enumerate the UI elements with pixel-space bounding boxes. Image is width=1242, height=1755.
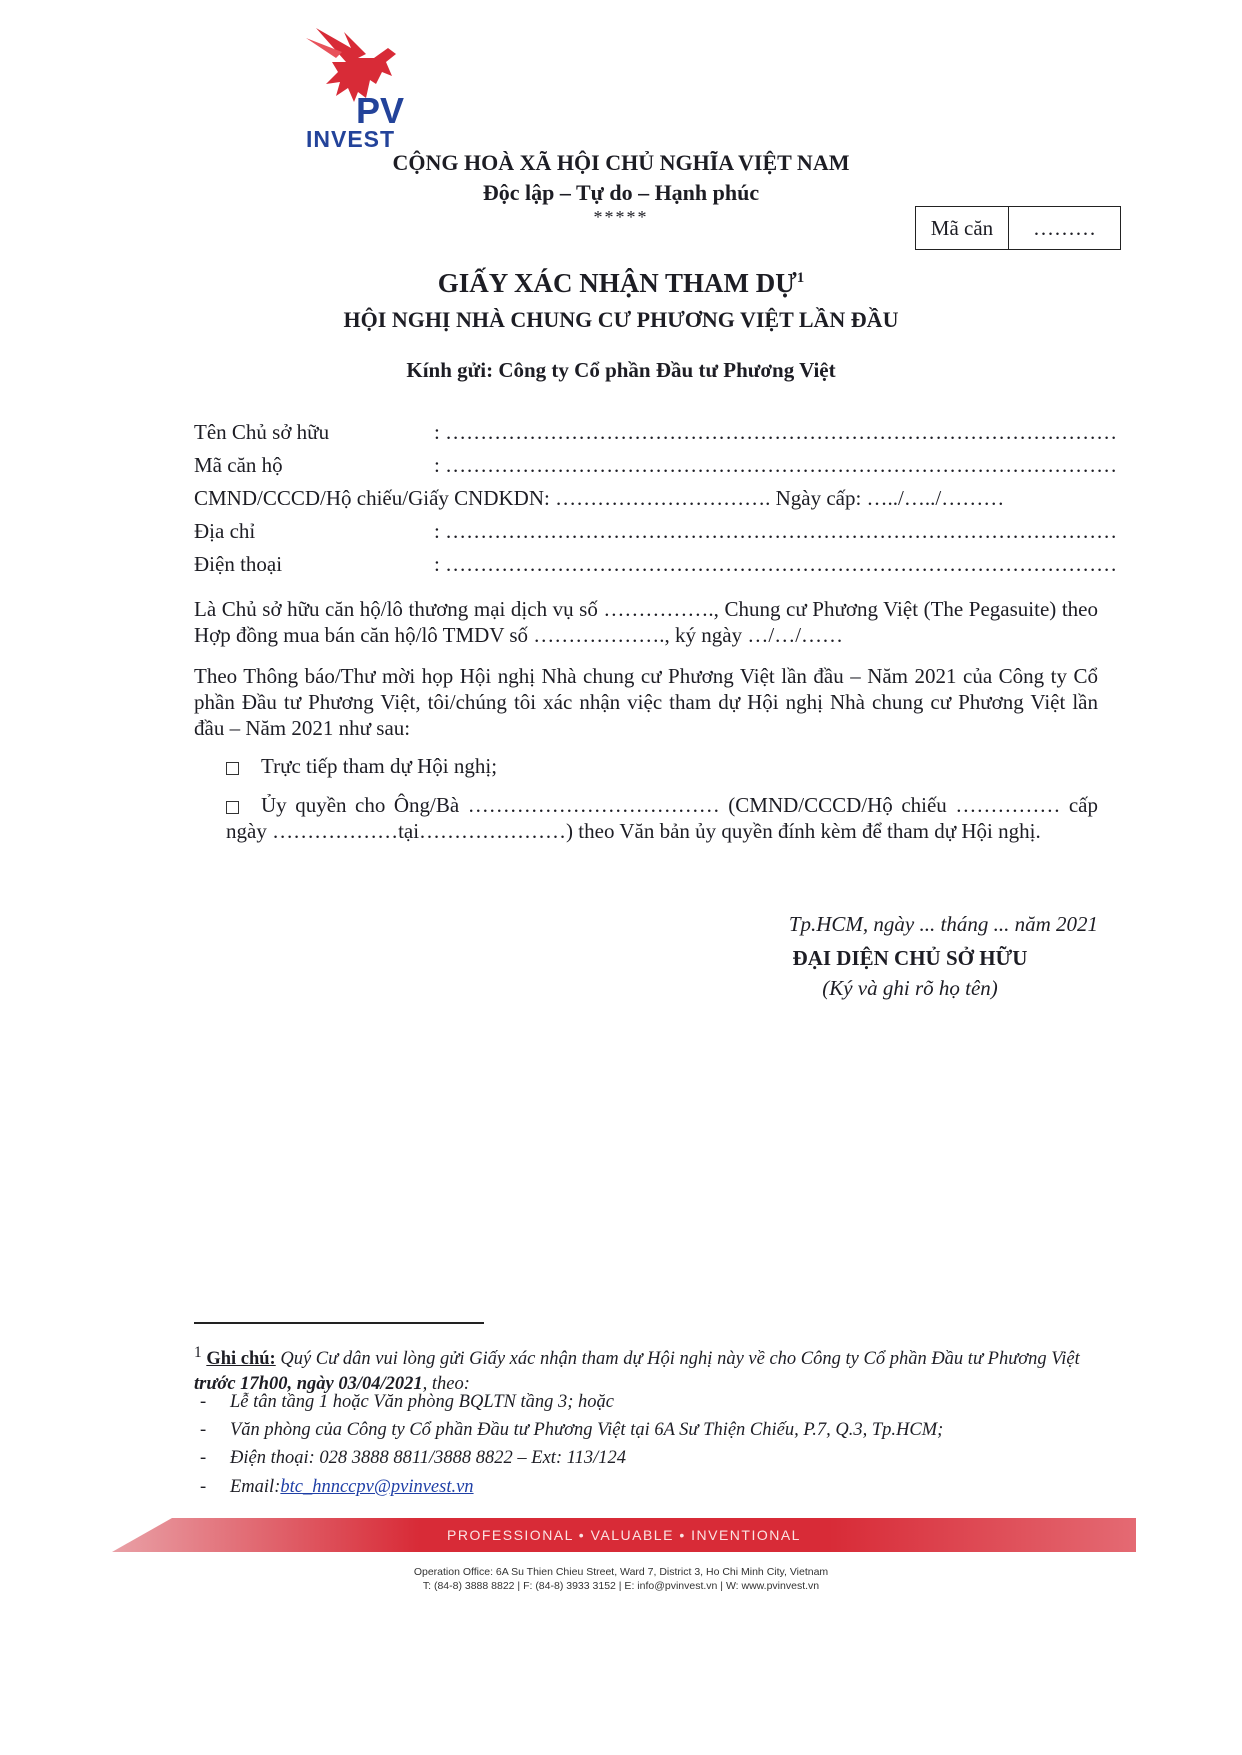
option-direct	[226, 754, 497, 779]
field-address-label: Địa chỉ	[194, 519, 256, 543]
footnote-deadline: trước 17h00, ngày 03/04/2021	[194, 1374, 423, 1395]
footnote-item-text: Điện thoại: 028 3888 8811/3888 8822 – Ext: 113/124	[230, 1448, 626, 1468]
apartment-code-value: ………	[1033, 215, 1096, 240]
recipient: Kính gửi: Công ty Cổ phần Đầu tư Phương Việt	[406, 358, 836, 382]
field-apartment	[194, 453, 1117, 478]
document-subtitle: HỘI NGHỊ NHÀ CHUNG CƯ PHƯƠNG VIỆT LẦN ĐẦU	[343, 307, 899, 332]
field-owner	[194, 420, 1117, 445]
checkbox-direct[interactable]	[226, 762, 239, 775]
logo-pv: PV	[356, 90, 405, 131]
field-apartment-value: : ……………………………………………………………………………………	[434, 453, 1118, 477]
document-title	[0, 268, 1242, 299]
footnote-item	[200, 1420, 943, 1441]
pv-invest-logo	[296, 18, 426, 152]
title-footnote-ref: 1	[796, 270, 805, 286]
apartment-code-label: Mã căn	[916, 207, 1009, 249]
field-phone	[194, 552, 1117, 577]
footnote-label: Ghi chú:	[206, 1349, 276, 1370]
footnote-dash: -	[200, 1448, 207, 1468]
field-id-document: CMND/CCCD/Hộ chiếu/Giấy CNDKDN: …………………………. Ngày cấp: …../…../………	[194, 486, 1005, 510]
field-owner-value: : ……………………………………………………………………………………	[434, 420, 1118, 444]
apartment-code-box	[915, 206, 1121, 250]
motto: Độc lập – Tự do – Hạnh phúc	[482, 180, 760, 205]
footnote-item-email	[200, 1477, 474, 1498]
signature-note: (Ký và ghi rõ họ tên)	[822, 976, 998, 1000]
signature-place-date: Tp.HCM, ngày ... tháng ... năm 2021	[788, 912, 1098, 936]
footnote-number: 1	[194, 1344, 202, 1361]
footnote-item	[200, 1392, 614, 1413]
footnote-body-2: , theo:	[422, 1374, 470, 1395]
option-proxy	[226, 792, 1098, 844]
logo-invest: INVEST	[306, 126, 396, 152]
footer-slogan: PROFESSIONAL • VALUABLE • INVENTIONAL	[447, 1527, 801, 1543]
field-address	[194, 519, 1117, 544]
ownership-paragraph: Là Chủ sở hữu căn hộ/lô thương mại dịch vụ số ……………., Chung cư Phương Việt (The Pegasuite) theo Hợp đồng mua bán căn hộ/lô TMDV số ………………., ký ngày …/…/……	[194, 597, 1098, 647]
email-link[interactable]: btc_hnnccpv@pvinvest.vn	[280, 1477, 474, 1497]
field-address-value: : ……………………………………………………………………………………	[434, 519, 1118, 543]
footer-office: Operation Office: 6A Su Thien Chieu Street, Ward 7, District 3, Ho Chi Minh City, Vietnam	[413, 1566, 829, 1578]
footnote-dash: -	[200, 1392, 207, 1412]
option-direct-label: Trực tiếp tham dự Hội nghị;	[261, 754, 498, 778]
confirmation-paragraph: Theo Thông báo/Thư mời họp Hội nghị Nhà chung cư Phương Việt lần đầu – Năm 2021 của Công ty Cổ phần Đầu tư Phương Việt, tôi/chúng tôi xác nhận việc tham dự Hội nghị Nhà chung cư Phương Việt lần đầu – Năm 2021 như sau:	[194, 664, 1098, 740]
footer-contacts: T: (84-8) 3888 8822 | F: (84-8) 3933 3152 | E: info@pvinvest.vn | W: www.pvinvest.vn	[422, 1580, 820, 1592]
field-apartment-label: Mã căn hộ	[194, 453, 283, 477]
signature-title: ĐẠI DIỆN CHỦ SỞ HỮU	[792, 946, 1028, 970]
email-label: Email:	[230, 1477, 281, 1497]
footnote-text	[194, 1340, 1114, 1397]
footnote-item-text: Lễ tân tầng 1 hoặc Văn phòng BQLTN tầng 3; hoặc	[230, 1392, 615, 1412]
footnote-item-text: Văn phòng của Công ty Cổ phần Đầu tư Phương Việt tại 6A Sư Thiện Chiếu, P.7, Q.3, Tp.HCM;	[230, 1420, 944, 1440]
field-phone-label: Điện thoại	[194, 552, 283, 576]
title-text: GIẤY XÁC NHẬN THAM DỰ	[437, 268, 797, 298]
field-owner-label: Tên Chủ sở hữu	[194, 420, 330, 444]
checkbox-proxy[interactable]	[226, 801, 239, 814]
field-phone-value: : ……………………………………………………………………………………	[434, 552, 1118, 576]
footnote-item	[200, 1448, 626, 1469]
stars-divider: *****	[593, 207, 649, 227]
nation-header: CỘNG HOÀ XÃ HỘI CHỦ NGHĨA VIỆT NAM	[392, 150, 850, 175]
footnote-body-1: Quý Cư dân vui lòng gửi Giấy xác nhận tham dự Hội nghị này về cho Công ty Cổ phần Đầu tư Phương Việt	[275, 1349, 1080, 1370]
footnote-divider	[194, 1322, 484, 1324]
footnote-dash: -	[200, 1420, 207, 1440]
option-proxy-label: Ủy quyền cho Ông/Bà ……………………………… (CMND/CCCD/Hộ chiếu …………… cấp ngày ………………tại…………………) theo Văn bản ủy quyền đính kèm để tham dự Hội nghị.	[226, 793, 1098, 843]
footnote-dash: -	[200, 1477, 207, 1497]
